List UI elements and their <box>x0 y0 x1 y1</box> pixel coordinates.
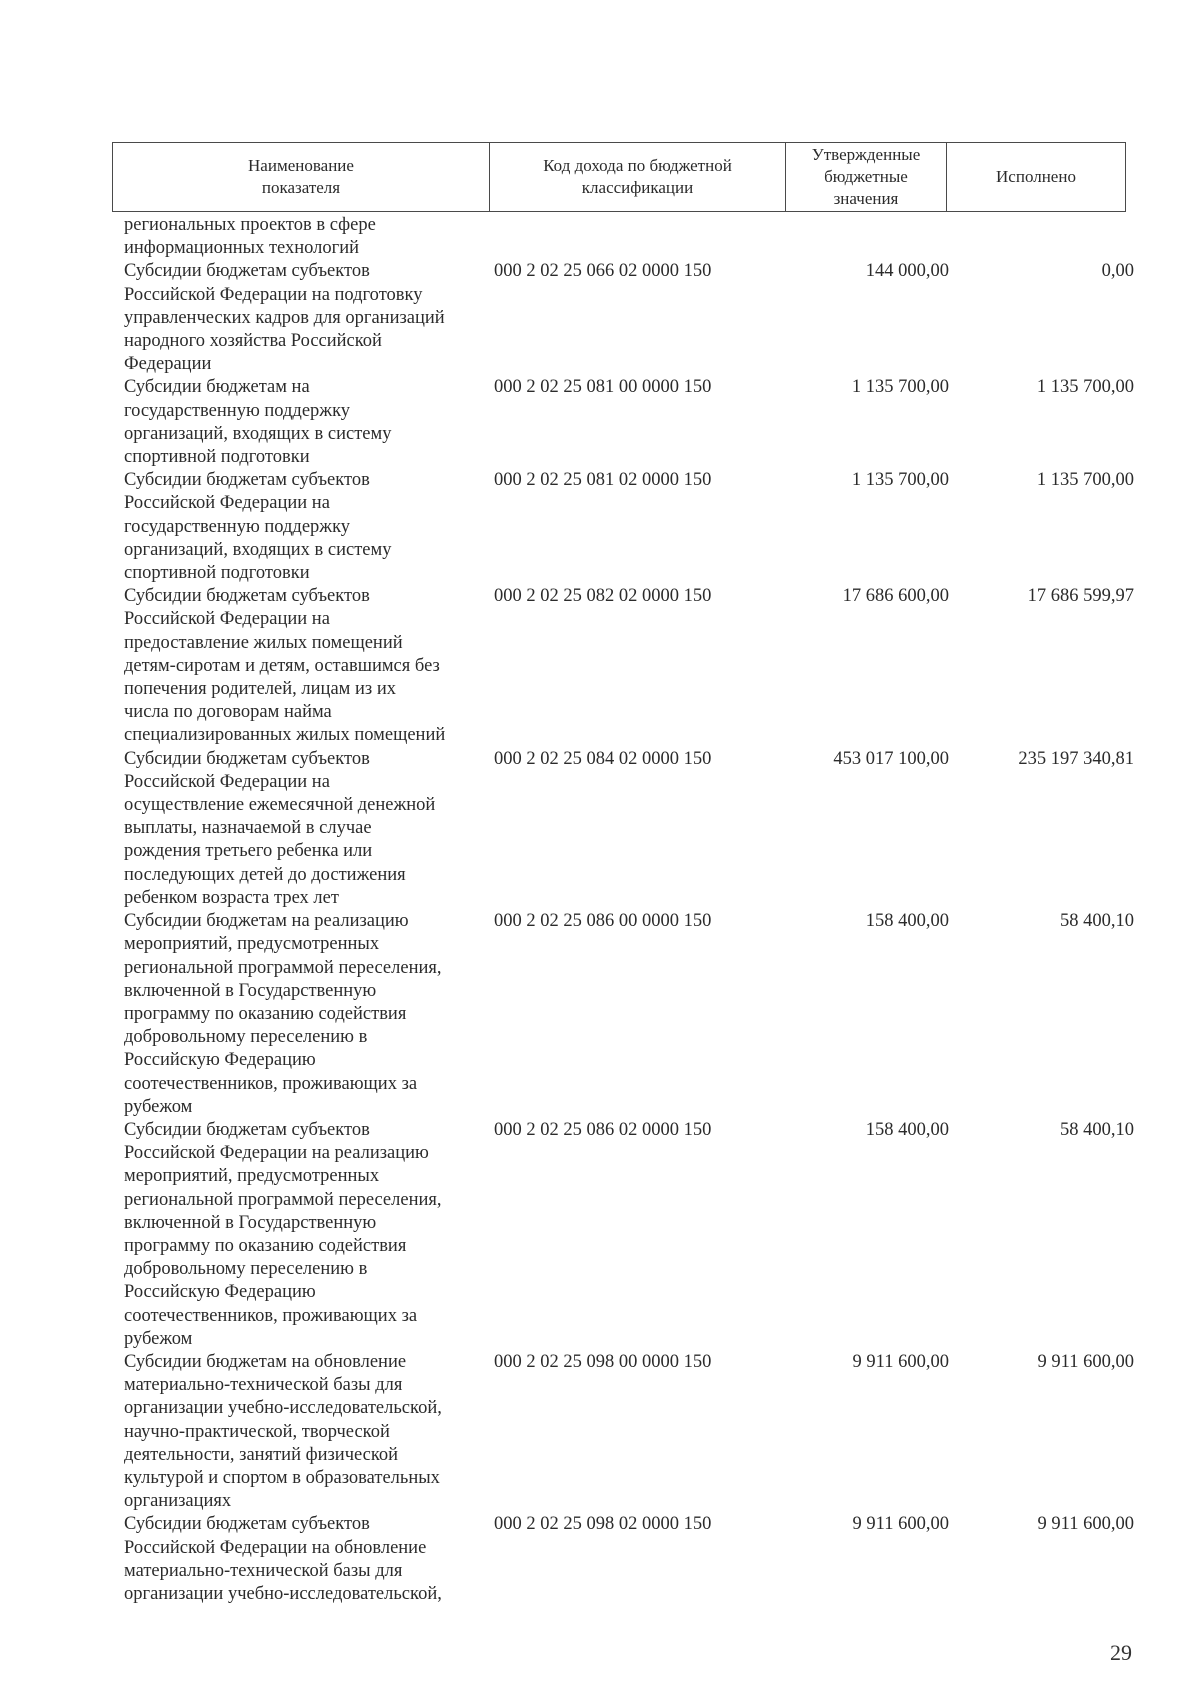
table-row <box>124 910 1134 1119</box>
row-done: 17 686 599,97 <box>1027 586 1134 607</box>
table-row <box>124 585 1134 747</box>
row-name: Субсидии бюджетам субъектов Российской Федерации на обновление материально-технической базы для организации учебно-исследовательской, <box>124 1514 442 1604</box>
table-row <box>124 376 1134 469</box>
row-done: 1 135 700,00 <box>1036 470 1134 491</box>
table-row <box>124 1119 1134 1351</box>
table-row <box>124 214 1134 260</box>
header-approved-values: Утвержденные бюджетные значения <box>786 143 947 211</box>
row-code: 000 2 02 25 081 00 0000 150 <box>494 377 712 398</box>
row-code: 000 2 02 25 098 00 0000 150 <box>494 1351 712 1372</box>
row-done: 58 400,10 <box>1060 1119 1134 1140</box>
row-name: Субсидии бюджетам субъектов Российской Федерации на предоставление жилых помещений детям-сиротам и детям, оставшимся без попечения родителей, лицам из их числа по договорам найма специализированных жилых помещений <box>124 586 446 746</box>
row-name: Субсидии бюджетам на государственную поддержку организаций, входящих в систему спортивной подготовки <box>124 377 392 468</box>
header-executed: Исполнено <box>996 167 1076 186</box>
table-header <box>112 142 1126 212</box>
table-row <box>124 260 1134 376</box>
row-done: 0,00 <box>1101 261 1134 282</box>
table-row <box>124 469 1134 585</box>
row-approved: 158 400,00 <box>865 911 949 932</box>
row-code: 000 2 02 25 086 00 0000 150 <box>494 911 712 932</box>
table-row <box>124 748 1134 910</box>
table-row <box>124 1513 1134 1606</box>
row-done: 235 197 340,81 <box>1018 748 1134 769</box>
row-code: 000 2 02 25 084 02 0000 150 <box>494 748 712 769</box>
row-code: 000 2 02 25 086 02 0000 150 <box>494 1119 712 1140</box>
row-approved: 9 911 600,00 <box>852 1351 949 1372</box>
row-name: Субсидии бюджетам субъектов Российской Федерации на реализацию мероприятий, предусмотренных региональной программой переселения, включенной в Государственную программу по оказанию содействия добровольному переселению в Российскую Федерацию соотечественников, проживающих за рубежом <box>124 1119 442 1349</box>
row-name: Субсидии бюджетам на реализацию мероприятий, предусмотренных региональной программой переселения, включенной в Государственную программу по оказанию содействия добровольному переселению в Российскую Федерацию соотечественников, проживающих за рубежом <box>124 911 442 1117</box>
header-income-code: Код дохода по бюджетной классификации <box>490 143 786 211</box>
row-approved: 1 135 700,00 <box>851 470 949 491</box>
row-done: 9 911 600,00 <box>1037 1351 1134 1372</box>
row-code: 000 2 02 25 098 02 0000 150 <box>494 1514 712 1535</box>
row-name: региональных проектов в сфере информационных технологий <box>124 215 376 259</box>
row-code: 000 2 02 25 066 02 0000 150 <box>494 261 712 282</box>
row-approved: 17 686 600,00 <box>842 586 949 607</box>
row-name: Субсидии бюджетам на обновление материально-технической базы для организации учебно-исследовательской, научно-практической, творческой деятельности, занятий физической культурой и спортом в образовательных организациях <box>124 1351 442 1512</box>
table-row <box>124 1351 1134 1513</box>
row-name: Субсидии бюджетам субъектов Российской Федерации на подготовку управленческих кадров для организаций народного хозяйства Российской Федерации <box>124 261 445 375</box>
row-done: 9 911 600,00 <box>1037 1514 1134 1535</box>
row-done: 58 400,10 <box>1060 911 1134 932</box>
row-approved: 453 017 100,00 <box>833 748 949 769</box>
row-done: 1 135 700,00 <box>1036 377 1134 398</box>
table-body <box>124 214 1134 1606</box>
row-name: Субсидии бюджетам субъектов Российской Федерации на осуществление ежемесячной денежной выплаты, назначаемой в случае рождения третьего ребенка или последующих детей до достижения ребенком возраста трех лет <box>124 748 436 908</box>
row-approved: 1 135 700,00 <box>851 377 949 398</box>
row-approved: 144 000,00 <box>865 261 949 282</box>
row-code: 000 2 02 25 082 02 0000 150 <box>494 586 712 607</box>
row-approved: 9 911 600,00 <box>852 1514 949 1535</box>
row-code: 000 2 02 25 081 02 0000 150 <box>494 470 712 491</box>
row-approved: 158 400,00 <box>865 1119 949 1140</box>
header-indicator-name: Наименование показателя <box>113 143 490 211</box>
page-number: 29 <box>1110 1640 1132 1665</box>
row-name: Субсидии бюджетам субъектов Российской Федерации на государственную поддержку организаций, входящих в систему спортивной подготовки <box>124 470 392 584</box>
